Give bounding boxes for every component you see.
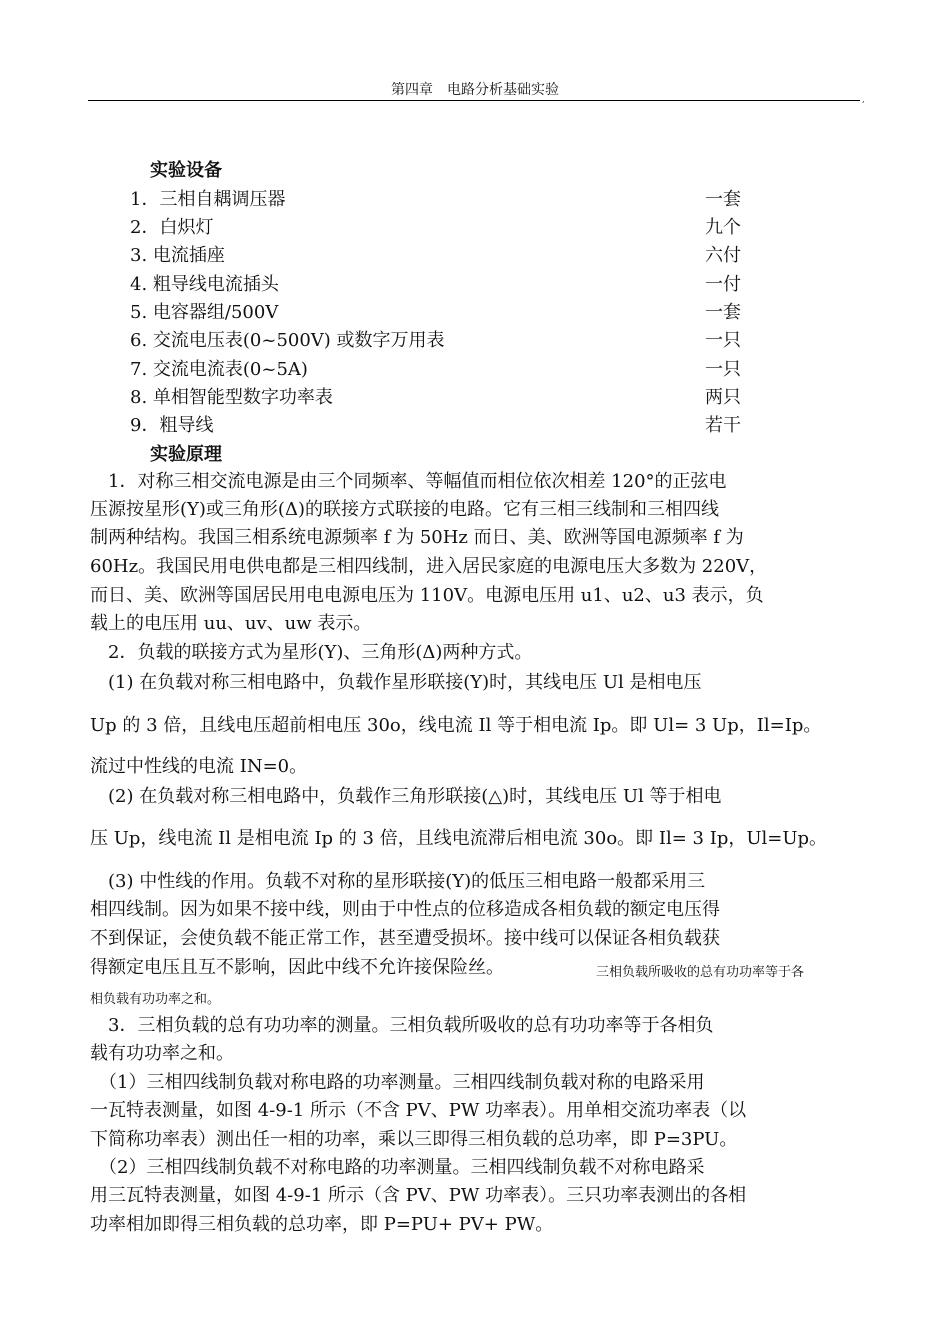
- header-rule-mark: ,: [862, 95, 865, 104]
- section-title-equipment: 实验设备: [150, 160, 222, 181]
- equipment-item-qty: 六付: [705, 245, 741, 266]
- principle-line: (1) 在负载对称三相电路中，负载作星形联接(Y)时，其线电压 Ul 是相电压: [90, 672, 702, 693]
- principle-line: Up 的 3 倍，且线电压超前相电压 30o，线电流 Il 等于相电流 Ip。即 Ul= 3 Up，Il=Ip。: [90, 715, 822, 736]
- equipment-item-qty: 一只: [705, 330, 741, 351]
- equipment-item-label: 6. 交流电压表(0~500V) 或数字万用表: [130, 330, 445, 351]
- principle-line: （1）三相四线制负载对称电路的功率测量。三相四线制负载对称的电路采用: [90, 1072, 705, 1093]
- section-title-principle: 实验原理: [150, 444, 222, 465]
- principle-line: 不到保证，会使负载不能正常工作，甚至遭受损坏。接中线可以保证各相负载获: [90, 928, 720, 949]
- equipment-item-label: 9．粗导线: [130, 415, 214, 436]
- principle-line: 压 Up，线电流 Il 是相电流 Ip 的 3 倍，且线电流滞后相电流 30o。即 Il= 3 Ip，Ul=Up。: [90, 828, 828, 849]
- equipment-item-qty: 一付: [705, 274, 741, 295]
- principle-note: 相负载有功功率之和。: [90, 992, 221, 1007]
- header-rule: [88, 100, 860, 101]
- equipment-item-qty: 一套: [705, 302, 741, 323]
- principle-line: 60Hz。我国民用电供电都是三相四线制，进入居民家庭的电源电压大多数为 220V，: [90, 556, 768, 577]
- equipment-item-label: 3. 电流插座: [130, 245, 225, 266]
- principle-line: 载上的电压用 uu、uv、uw 表示。: [90, 613, 372, 634]
- principle-line: 制两种结构。我国三相系统电源频率 f 为 50Hz 而日、美、欧洲等国电源频率 f 为: [90, 527, 744, 548]
- page-header: 第四章 电路分析基础实验: [391, 82, 559, 98]
- equipment-item-label: 8. 单相智能型数字功率表: [130, 387, 333, 408]
- principle-line: (2) 在负载对称三相电路中，负载作三角形联接(△)时，其线电压 Ul 等于相电: [90, 786, 722, 807]
- equipment-item-label: 5. 电容器组/500V: [130, 302, 279, 323]
- principle-line: 下简称功率表）测出任一相的功率，乘以三即得三相负载的总功率，即 P=3PU。: [90, 1129, 738, 1150]
- principle-line: 载有功功率之和。: [90, 1043, 234, 1064]
- principle-line: （2）三相四线制负载不对称电路的功率测量。三相四线制负载不对称电路采: [90, 1157, 705, 1178]
- principle-note: 三相负载所吸收的总有功功率等于各: [596, 965, 805, 980]
- principle-line: 功率相加即得三相负载的总功率，即 P=PU+ PV+ PW。: [90, 1214, 554, 1235]
- equipment-item-qty: 若干: [705, 415, 741, 436]
- principle-line: 而日、美、欧洲等国居民用电电源电压为 110V。电源电压用 u1、u2、u3 表示，负: [90, 585, 764, 606]
- principle-line: 相四线制。因为如果不接中线，则由于中性点的位移造成各相负载的额定电压得: [90, 899, 720, 920]
- principle-line: 用三瓦特表测量，如图 4-9-1 所示（含 PV、PW 功率表）。三只功率表测出的各相: [90, 1185, 747, 1206]
- equipment-item-qty: 一只: [705, 359, 741, 380]
- principle-line: 2．负载的联接方式为星形(Y)、三角形(Δ)两种方式。: [90, 642, 533, 663]
- principle-line: 3．三相负载的总有功功率的测量。三相负载所吸收的总有功功率等于各相负: [90, 1015, 714, 1036]
- equipment-item-label: 1．三相自耦调压器: [130, 189, 286, 210]
- equipment-item-label: 7. 交流电流表(0~5A): [130, 359, 308, 380]
- equipment-item-label: 2．白炽灯: [130, 217, 214, 238]
- principle-line: 流过中性线的电流 IN=0。: [90, 756, 308, 777]
- equipment-item-qty: 两只: [705, 387, 741, 408]
- equipment-item-qty: 一套: [705, 189, 741, 210]
- equipment-item-label: 4. 粗导线电流插头: [130, 274, 279, 295]
- principle-line: 得额定电压且互不影响，因此中线不允许接保险丝。: [90, 957, 504, 978]
- principle-line: (3) 中性线的作用。负载不对称的星形联接(Y)的低压三相电路一般都采用三: [90, 871, 706, 892]
- principle-line: 1．对称三相交流电源是由三个同频率、等幅值而相位依次相差 120°的正弦电: [90, 471, 727, 492]
- principle-line: 压源按星形(Y)或三角形(Δ)的联接方式联接的电路。它有三相三线制和三相四线: [90, 499, 719, 520]
- equipment-item-qty: 九个: [705, 217, 741, 238]
- principle-line: 一瓦特表测量，如图 4-9-1 所示（不含 PV、PW 功率表）。用单相交流功率表（以: [90, 1100, 747, 1121]
